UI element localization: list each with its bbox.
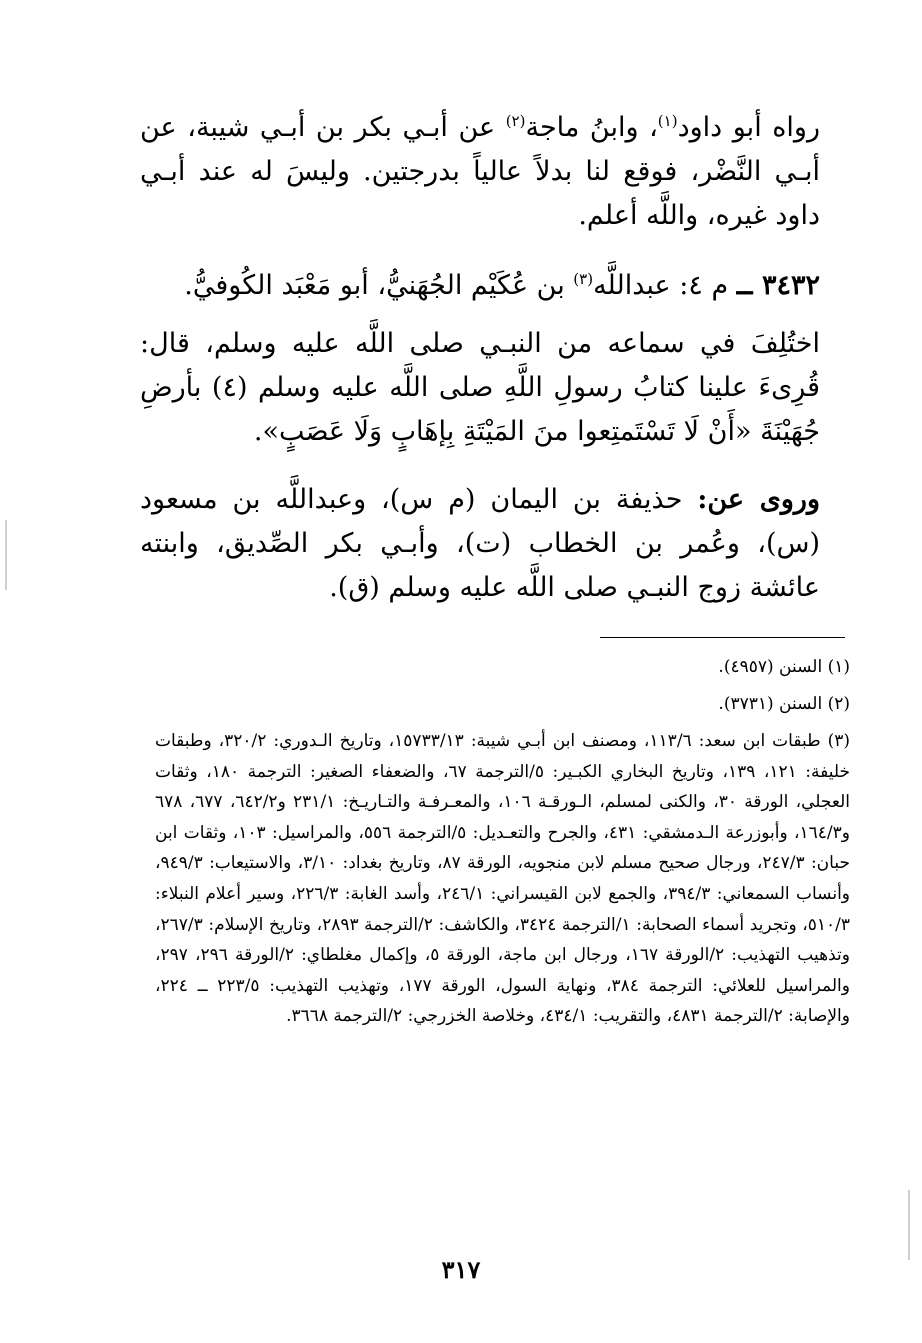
page-number: ٣١٧	[441, 1255, 481, 1284]
entry-heading	[140, 264, 820, 308]
footnote-ref-3: (٣)	[573, 270, 594, 288]
footnote-ref-1: (١)	[657, 112, 678, 130]
entry-name: عبداللَّه	[593, 270, 671, 301]
narrated-from-label: وروى عن:	[697, 484, 820, 515]
footnote-ref-2: (٢)	[505, 112, 526, 130]
narration-text-b: ، وابنُ ماجة	[525, 112, 658, 143]
scan-edge-mark	[5, 520, 7, 590]
footnote-1: (١) السنن (٤٩٥٧).	[718, 657, 850, 677]
hadith-paragraph: اختُلِفَ في سماعه من النبـي صلى اللَّه عليه وسلم، قال: قُرِىءَ علينا كتابُ رسولِ اللَّهِ صلى اللَّه عليه وسلم (٤) بأرضِ جُهَيْنَةَ «أَنْ لَا تَسْتَمتِعوا منَ المَيْتَةِ بِإهَابٍ وَلَا عَصَبٍ».	[140, 328, 821, 447]
narrated-from-text: حذيفة بن اليمان (م س)، وعبداللَّه بن مسعود (س)، وعُمر بن الخطاب (ت)، وأبـي بكر الصِّديق، وابنته عائشة زوج النبـي صلى اللَّه عليه وسلم (ق).	[140, 484, 820, 603]
footnote-divider	[600, 637, 845, 638]
narrated-from-paragraph	[140, 478, 820, 610]
narration-paragraph	[140, 106, 820, 238]
footnote-3: (٣) طبقات ابن سعد: ١١٣/٦، ومصنف ابن أبـي شيبة: ١٥٧٣٣/١٣، وتاريخ الـدوري: ٣٢٠/٢، وطبقات خليفة: ١٢١، ١٣٩، وتاريخ البخاري الكبـير: ٥/الترجمة ٦٧، والضعفاء الصغير: الترجمة ١٨٠، وثقات العجلي، الورقة ٣٠، والكنى لمسلم، الـورقـة ١٠٦، والمعـرفـة والتـاريـخ: ٢٣١/١ و٦٤٢/٢، ٦٧٧، ٦٧٨ و١٦٤/٣، وأبوزرعة الـدمشقي: ٤٣١، والجرح والتعـديل: ٥/الترجمة ٥٥٦، والمراسيل: ١٠٣، وثقات ابن حبان: ٢٤٧/٣، ورجال صحيح مسلم لابن منجويه، الورقة ٨٧، وتاريخ بغداد: ٣/١٠، والاستيعاب: ٩٤٩/٣، وأنساب السمعاني: ٣٩٤/٣، والجمع لابن القيسراني: ٢٤٦/١، وأسد الغابة: ٢٢٦/٣، وسير أعلام النبلاء: ٥١٠/٣، وتجريد أسماء الصحابة: ١/الترجمة ٣٤٢٤، والكاشف: ٢/الترجمة ٢٨٩٣، وتاريخ الإسلام: ٢٦٧/٣، وتذهيب التهذيب: ٢/الورقة ١٦٧، ورجال ابن ماجة، الورقة ٥، وإكمال مغلطاي: ٢/الورقة ٢٩٦، ٢٩٧، والمراسيل للعلائي: الترجمة ٣٨٤، ونهاية السول، الورقة ١٧٧، وتهذيب التهذيب: ٢٢٣/٥ ــ ٢٢٤، والإصابة: ٢/الترجمة ٤٨٣١، والتقريب: ٤٣٤/١، وخلاصة الخزرجي: ٢/الترجمة ٣٦٦٨.	[155, 731, 851, 1027]
footnote-2: (٢) السنن (٣٧٣١).	[718, 694, 850, 714]
narration-text-c: عن أبـي بكر بن أبـي شيبة، عن أبـي النَّضْر، فوقع لنا بدلاً عالياً بدرجتين. وليسَ له عند أبـي داود غيره، واللَّه أعلم.	[140, 112, 820, 231]
entry-number: ٣٤٣٢ ــ	[736, 270, 820, 301]
entry-code: م ٤:	[670, 270, 737, 301]
entry-name-rest: بن عُكَيْم الجُهَنيُّ، أبو مَعْبَد الكُوفيُّ.	[184, 270, 574, 301]
narration-text-a: رواه أبو داود	[677, 112, 820, 143]
scan-edge-mark	[908, 1190, 910, 1260]
